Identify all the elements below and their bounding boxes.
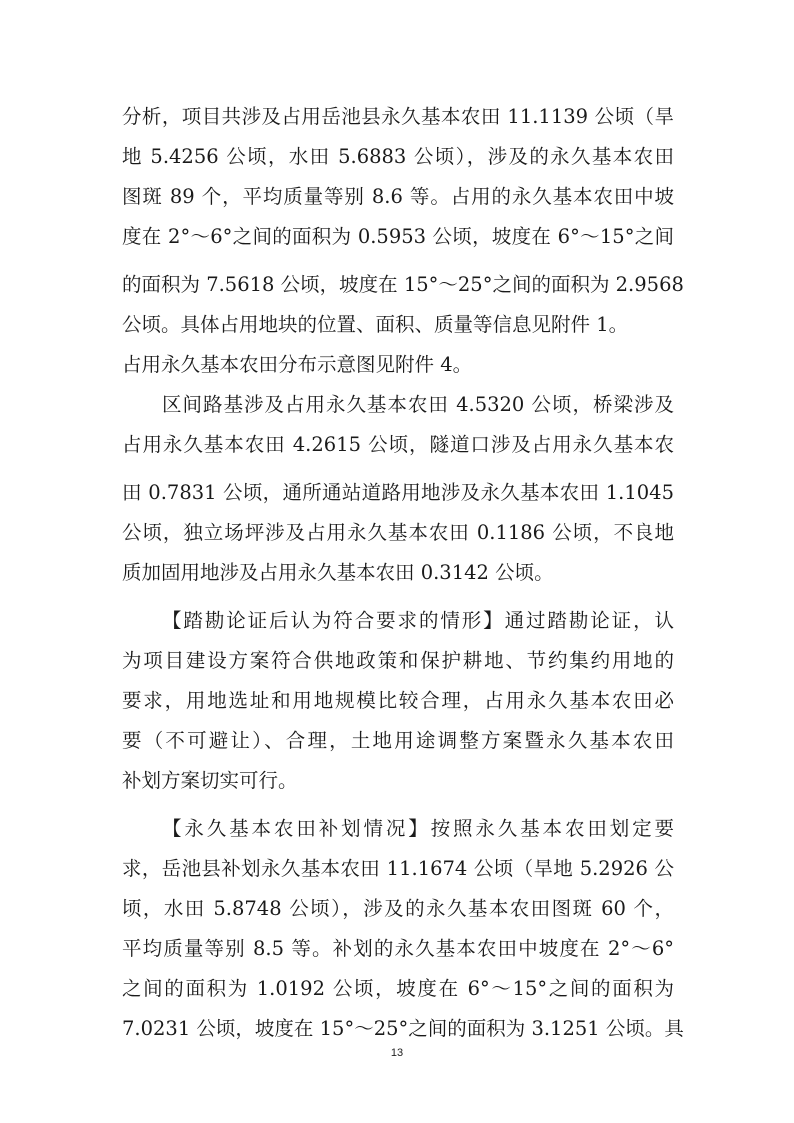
text-line: 田 0.7831 公顷，通所通站道路用地涉及永久基本农田 1.1045 [122, 481, 674, 504]
text-line: 占用永久基本农田 4.2615 公顷，隧道口涉及占用永久基本农 [122, 433, 674, 456]
text-line: 【永久基本农田补划情况】按照永久基本农田划定要 [162, 817, 674, 840]
text-line: 地 5.4256 公顷，水田 5.6883 公顷），涉及的永久基本农田 [122, 145, 674, 168]
text-line: 公顷。具体占用地块的位置、面积、质量等信息见附件 1。 [122, 313, 629, 336]
text-line: 要求，用地选址和用地规模比较合理，占用永久基本农田必 [122, 689, 674, 712]
text-line: 度在 2°～6°之间的面积为 0.5953 公顷，坡度在 6°～15°之间 [122, 225, 674, 248]
text-line: 【踏勘论证后认为符合要求的情形】通过踏勘论证，认 [162, 609, 674, 632]
text-line: 区间路基涉及占用永久基本农田 4.5320 公顷，桥梁涉及 [162, 393, 674, 416]
text-line: 图斑 89 个，平均质量等别 8.6 等。占用的永久基本农田中坡 [122, 185, 674, 208]
text-line: 7.0231 公顷，坡度在 15°～25°之间的面积为 3.1251 公顷。具 [122, 1017, 684, 1040]
text-line: 平均质量等别 8.5 等。补划的永久基本农田中坡度在 2°～6° [122, 937, 674, 960]
text-line: 之间的面积为 1.0192 公顷，坡度在 6°～15°之间的面积为 [122, 977, 674, 1000]
text-line: 补划方案切实可行。 [122, 769, 298, 792]
text-line: 顷，水田 5.8748 公顷），涉及的永久基本农田图斑 60 个， [122, 897, 674, 920]
text-line: 要（不可避让）、合理，土地用途调整方案暨永久基本农田 [122, 729, 674, 752]
text-line: 分析，项目共涉及占用岳池县永久基本农田 11.1139 公顷（旱 [122, 105, 674, 128]
text-line: 求，岳池县补划永久基本农田 11.1674 公顷（旱地 5.2926 公 [122, 857, 674, 880]
text-line: 占用永久基本农田分布示意图见附件 4。 [122, 353, 473, 376]
page-number: 13 [390, 1047, 404, 1059]
text-line: 公顷，独立场坪涉及占用永久基本农田 0.1186 公顷，不良地 [122, 521, 674, 544]
text-line: 为项目建设方案符合供地政策和保护耕地、节约集约用地的 [122, 649, 674, 672]
text-line: 的面积为 7.5618 公顷，坡度在 15°～25°之间的面积为 2.9568 [122, 273, 684, 296]
text-line: 质加固用地涉及占用永久基本农田 0.3142 公顷。 [122, 561, 554, 584]
